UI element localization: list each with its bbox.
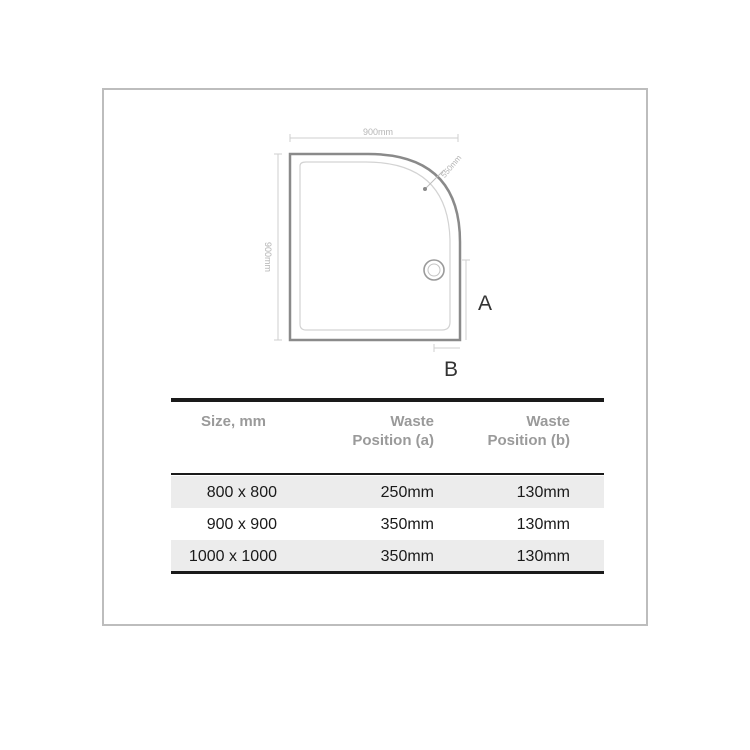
cell-waste-a: 350mm (380, 548, 434, 565)
header-waste-b (461, 412, 570, 450)
header-size (201, 412, 266, 431)
cell-size: 800 x 800 (206, 484, 277, 501)
width-dimension-label: 900mm (362, 127, 393, 137)
header-size-line: Size, mm (201, 413, 267, 430)
table-header (171, 402, 604, 472)
table-row (171, 540, 604, 572)
height-dimension-label: 900mm (263, 241, 273, 272)
cell-waste-b: 130mm (516, 548, 570, 565)
cell-waste-a: 250mm (380, 484, 434, 501)
table-header-rule (171, 473, 604, 475)
header-waste-a-line1: Waste (390, 413, 434, 430)
cell-size: 1000 x 1000 (188, 548, 277, 565)
header-waste-b-line2: Position (b) (487, 432, 570, 449)
waste-position-b-label: B (444, 358, 459, 381)
shower-tray-diagram (248, 122, 508, 384)
cell-waste-b: 130mm (516, 516, 570, 533)
cell-waste-b: 130mm (516, 484, 570, 501)
radius-dimension-label: 550mm (439, 153, 464, 180)
header-waste-a (321, 412, 434, 450)
waste-position-a-label: A (478, 292, 493, 315)
cell-size: 900 x 900 (206, 516, 277, 533)
cell-waste-a: 350mm (380, 516, 434, 533)
quadrant-tray-drawing (248, 122, 508, 384)
table-row (171, 508, 604, 540)
header-waste-a-line2: Position (a) (352, 432, 434, 449)
table-bottom-rule (171, 571, 604, 574)
table-row (171, 476, 604, 508)
header-waste-b-line1: Waste (526, 413, 570, 430)
